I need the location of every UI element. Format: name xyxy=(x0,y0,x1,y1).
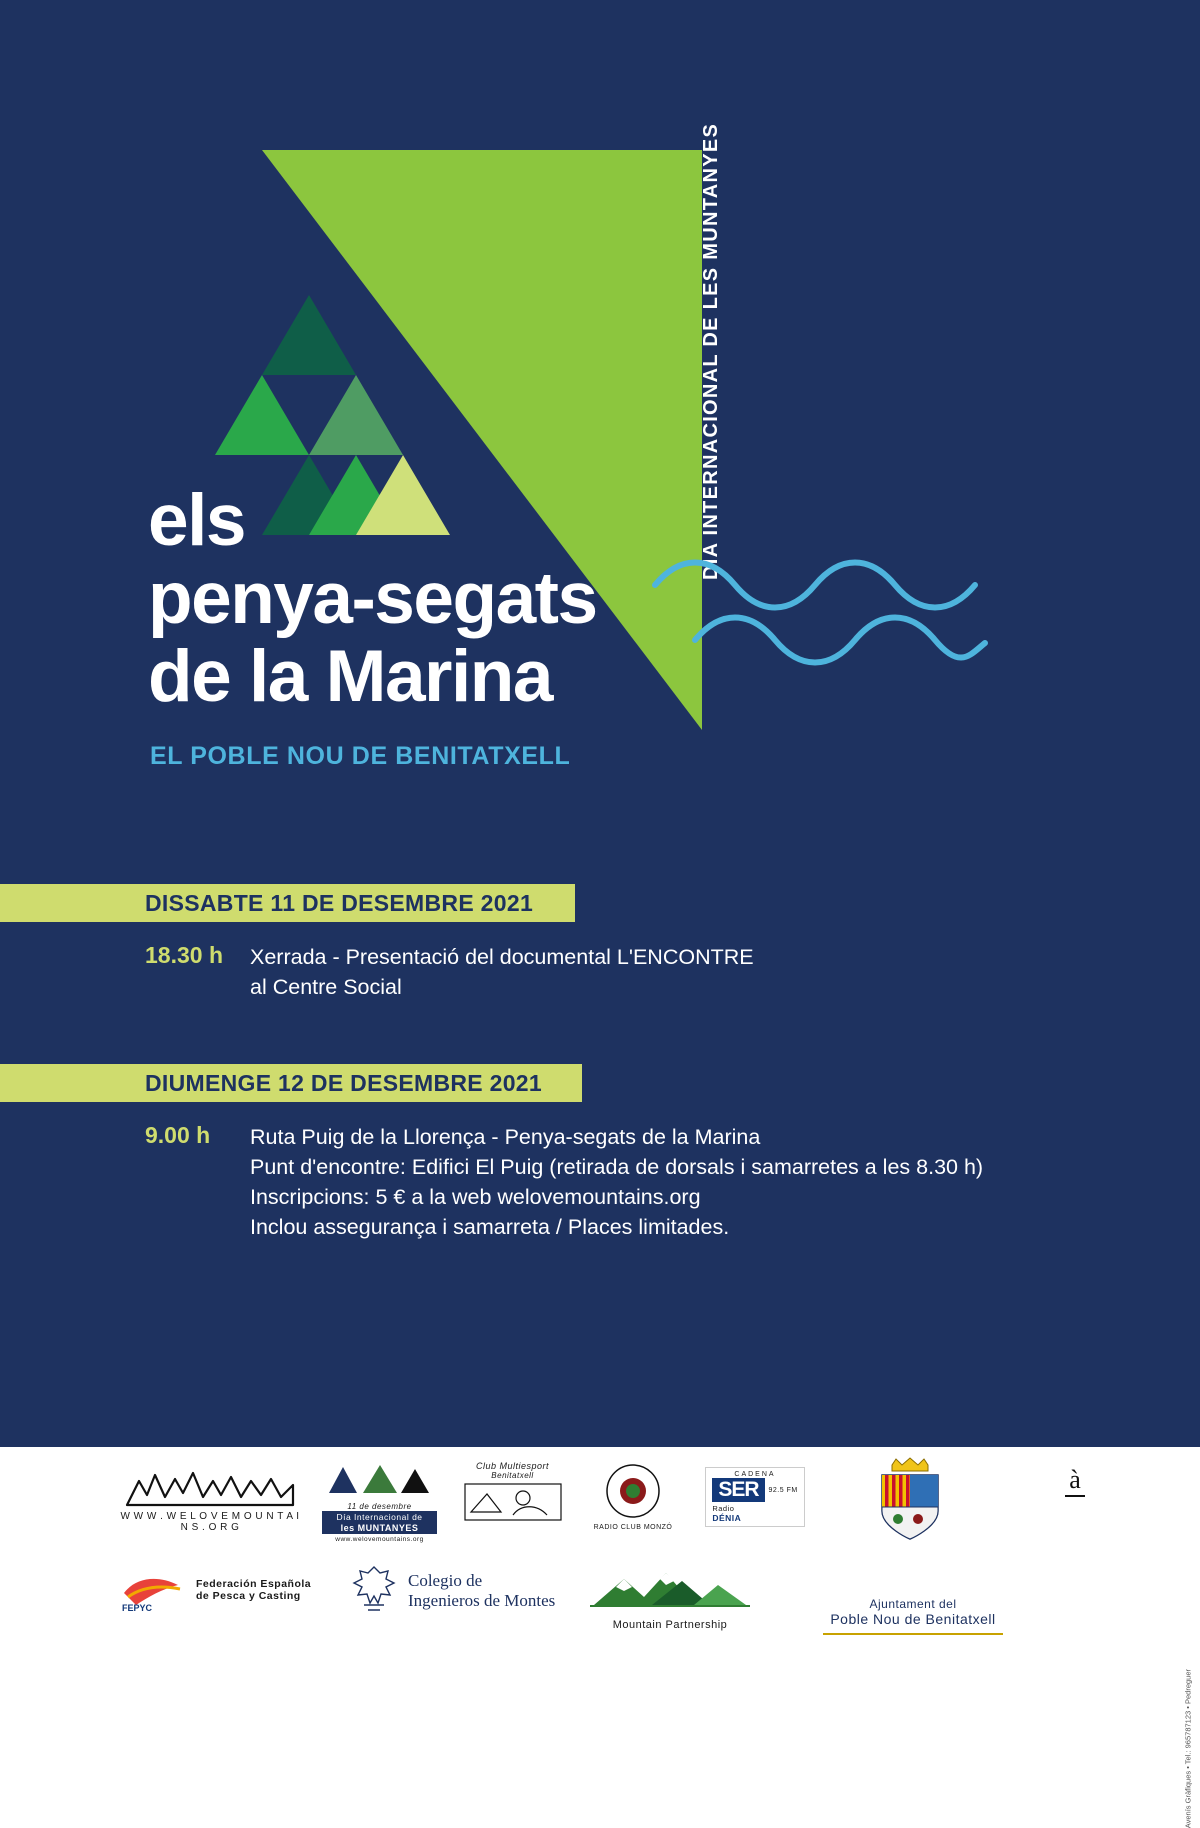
mountain-range-icon xyxy=(125,1467,295,1507)
vertical-label-text: DIA INTERNACIONAL DE LES MUNTANYES xyxy=(700,122,722,580)
international-mountain-day-icon xyxy=(325,1463,435,1497)
coat-of-arms-icon xyxy=(862,1455,958,1545)
vertical-international-mountain-day-label xyxy=(700,0,734,580)
radio-club-monzo-icon xyxy=(585,1463,681,1519)
logo-caption-fepyc-1: Federación Española xyxy=(196,1578,312,1590)
entry-line: al Centre Social xyxy=(250,975,402,999)
waves-icon xyxy=(650,555,990,670)
date-band-sunday xyxy=(0,1064,582,1102)
logo-a-letter xyxy=(1062,1467,1088,1497)
logo-caption: W W W . W E L O V E M O U N T A I N S . O R G xyxy=(120,1511,300,1533)
logo-caption-club: Club Multiesport xyxy=(475,1461,550,1471)
logo-caption-denia: DÉNIA xyxy=(712,1513,742,1523)
entry-lines-saturday xyxy=(250,942,754,1002)
small-triangle-olive-icon xyxy=(309,375,403,455)
entry-lines-sunday xyxy=(250,1122,983,1242)
logo-club-multiesport xyxy=(455,1461,570,1527)
mountain-partnership-icon xyxy=(590,1567,750,1611)
logo-fepyc xyxy=(118,1567,318,1613)
logo-caption-line2: Día Internacional de xyxy=(322,1511,437,1523)
logo-mountain-partnership xyxy=(580,1567,760,1631)
schedule-entry-saturday xyxy=(145,942,754,1002)
entry-time-saturday: 18.30 h xyxy=(145,942,223,968)
logo-caption-colegio-1: Colegio de xyxy=(408,1571,483,1590)
logo-caption-ajuntament-1: Ajuntament del xyxy=(869,1597,957,1611)
poster-subtitle: EL POBLE NOU DE BENITATXELL xyxy=(150,742,571,770)
logo-welovemountains xyxy=(120,1467,300,1533)
logo-caption-freq: 92.5 FM xyxy=(768,1486,798,1494)
logo-caption-url: www.welovemountains.org xyxy=(335,1536,424,1543)
club-multiesport-icon xyxy=(463,1482,563,1522)
schedule-entry-sunday xyxy=(145,1122,983,1242)
logo-caption-ser: SER xyxy=(712,1478,764,1502)
logo-caption-colegio-2: Ingenieros de Montes xyxy=(408,1591,556,1610)
title-line-1: els xyxy=(148,480,245,561)
logo-caption-fepyc-2: de Pesca y Casting xyxy=(196,1590,301,1602)
logo-caption-radio: RADIO CLUB MONZÓ xyxy=(593,1524,673,1531)
fepyc-icon xyxy=(118,1567,188,1613)
sponsor-footer xyxy=(0,1447,1200,1828)
logo-caption-mp: Mountain Partnership xyxy=(612,1619,728,1631)
title-line-2: penya-segats xyxy=(148,558,597,639)
logo-radio-club-monzo xyxy=(578,1463,688,1531)
logo-international-mountain-day xyxy=(322,1463,437,1543)
logo-colegio-ingenieros xyxy=(350,1565,570,1617)
date-label-saturday: DISSABTE 11 DE DESEMBRE 2021 xyxy=(145,889,534,916)
colegio-ingenieros-icon xyxy=(350,1565,398,1617)
small-triangle-green-icon xyxy=(215,375,309,455)
small-triangle-dark-green-icon xyxy=(262,295,356,375)
logo-caption-town: Benitatxell xyxy=(491,1471,534,1480)
logo-caption-radio-word: Radio xyxy=(712,1504,735,1513)
entry-line: Ruta Puig de la Llorença - Penya-segats de la Marina xyxy=(250,1125,761,1149)
logo-cadena-ser xyxy=(695,1467,815,1527)
logo-caption-ajuntament-2: Poble Nou de Benitatxell xyxy=(830,1611,996,1627)
date-label-sunday: DIUMENGE 12 DE DESEMBRE 2021 xyxy=(145,1069,542,1096)
entry-line: Inclou assegurança i samarreta / Places limitades. xyxy=(250,1215,730,1239)
entry-line: Xerrada - Presentació del documental L'ENCONTRE xyxy=(250,945,754,969)
svg-text:FEPYC: FEPYC xyxy=(122,1603,153,1613)
logo-ajuntament xyxy=(808,1597,1018,1635)
title-line-3: de la Marina xyxy=(148,636,552,717)
logo-caption-cadena: CADENA xyxy=(734,1471,776,1478)
a-letter-icon: à xyxy=(1069,1465,1081,1494)
printer-credit: Avenís Gràfiques • Tel.: 965787123 • Pedreguer xyxy=(1183,1669,1192,1828)
entry-line: Punt d'encontre: Edifici El Puig (retirada de dorsals i samarretes a les 8.30 h) xyxy=(250,1155,984,1179)
entry-line: Inscripcions: 5 € a la web welovemountains.org xyxy=(250,1185,701,1209)
logo-coat-of-arms xyxy=(855,1455,965,1550)
logo-caption-line3: les MUNTANYES xyxy=(322,1523,437,1534)
entry-time-sunday: 9.00 h xyxy=(145,1122,211,1148)
logo-caption-date: 11 de desembre xyxy=(347,1502,412,1511)
date-band-saturday xyxy=(0,884,575,922)
poster-title xyxy=(148,482,597,716)
